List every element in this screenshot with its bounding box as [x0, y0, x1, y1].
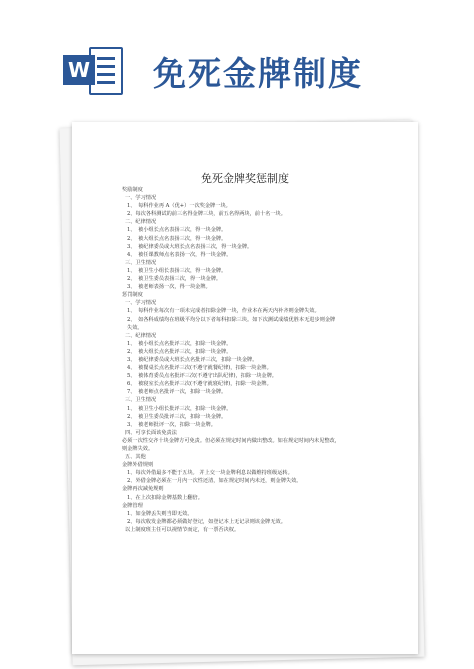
document-line: 四、可享长面该免责法	[125, 429, 177, 436]
document-line: 2、 被卫生委员批评三次，扣除一块金牌。	[127, 413, 227, 420]
document-line: 惩罚制度	[122, 292, 143, 299]
document-line: 二、纪律情况	[125, 332, 157, 339]
document-line: 失效。	[127, 324, 143, 331]
document-line: 奖励制度	[122, 187, 143, 193]
document-line: 1、 每科作业每次有一项未完成者扣除金牌一块，作业本在两天内补齐则金牌失效。	[127, 308, 320, 315]
document-line: 3、 被老师表扬一次，得一块金牌。	[127, 284, 211, 291]
document-line: 三、卫生情况	[125, 259, 157, 266]
document-line: 1、 被卫生小组长表扬三次，得一块金牌。	[127, 267, 227, 274]
document-line: 5、 被体育委员点名批评三次(不遵守出队纪律)，扣除一块金牌。	[127, 373, 277, 380]
document-line: 五、其他	[125, 454, 146, 461]
document-line: 2、外借金牌必须在一月内一次性还清，如在规定时间内未还，则金牌失效。	[127, 478, 302, 485]
document-line: 4、 被任课教师点名表扬一次，得一块金牌。	[127, 251, 232, 258]
document-line: 必须一次性交齐十块金牌方可免责。但必须在规定时间内做出整改。如在规定时间内未见整改，	[122, 437, 340, 444]
document-line: 4、 被餐桌长点名批评三次(不遵守就餐纪律)，扣除一块金牌。	[127, 365, 272, 372]
document-page	[72, 122, 418, 654]
document-line: 2、 被大组长点名表扬三次，得一块金牌。	[127, 235, 227, 242]
document-body	[122, 186, 404, 534]
header-title: 免死金牌制度	[153, 54, 363, 93]
document-line: 1、每次外借最多不能于五块。 并上交一块金牌利息以做维持班级运转。	[127, 470, 293, 477]
document-title: 免死金牌奖惩制度	[201, 172, 289, 185]
document-line: 1、 被小组长点名表扬三次，得一块金牌。	[127, 227, 227, 234]
word-badge: W	[63, 55, 95, 85]
document-line: 3、 被老师批评一次，扣除一块金牌。	[127, 421, 216, 428]
word-document-icon	[63, 43, 123, 95]
document-line: 2、 被卫生委员表扬三次，得一块金牌。	[127, 276, 222, 283]
document-line: 二、纪律情况	[125, 219, 157, 226]
page-header	[0, 0, 474, 100]
document-line: 则金牌失效。	[122, 446, 154, 452]
document-line: 金牌再次减免规则	[122, 486, 164, 493]
document-line: 一、学习情况	[125, 195, 157, 202]
document-line: 7、 被老师点名批评一次，扣除一块金牌。	[127, 389, 227, 396]
document-line: 1、 被小组长点名批评三次，扣除一块金牌。	[127, 340, 232, 347]
document-line: 1、 每科作业再 A（优+）一次奖金牌一块。	[127, 203, 231, 210]
document-line: 3、 被纪律委员或大班长点名批评三次，扣除一块金牌。	[127, 356, 258, 363]
document-line: 1、在上次扣除金牌基数上翻倍。	[127, 494, 203, 501]
document-line: 2、 如各科成绩均在班级平均分以下者每科扣除三块。如下次测试成绩优胜本无进步则金牌	[127, 316, 336, 323]
document-line: 2、每次收发金牌都必须做好登记，如登记本上无记录则该金牌无效。	[127, 518, 286, 525]
document-line: 3、 被纪律委员或大班长点名表扬三次，得一块金牌。	[127, 243, 253, 250]
document-line: 2、每次各科测试的前三名得金牌三块，前五名得两块，前十名一块。	[127, 211, 286, 218]
document-line: 1、 被卫生小组长批评三次，扣除一块金牌。	[127, 405, 232, 412]
document-line: 三、卫生情况	[125, 397, 157, 404]
document-line: 2、 被大组长点名批评三次，扣除一块金牌。	[127, 348, 232, 355]
document-line: 6、 被寝室长点名批评三次(不遵守就寝纪律)，扣除一块金牌。	[127, 381, 272, 388]
document-line: 1、如金牌丢失则当即无效。	[127, 510, 193, 517]
document-line: 以上制度班主任可以视情节而定，有一票否决权。	[125, 526, 240, 533]
document-line: 一、学习情况	[125, 300, 157, 307]
document-line: 金牌外借规则	[122, 462, 154, 469]
document-line: 金牌管理	[122, 502, 143, 509]
